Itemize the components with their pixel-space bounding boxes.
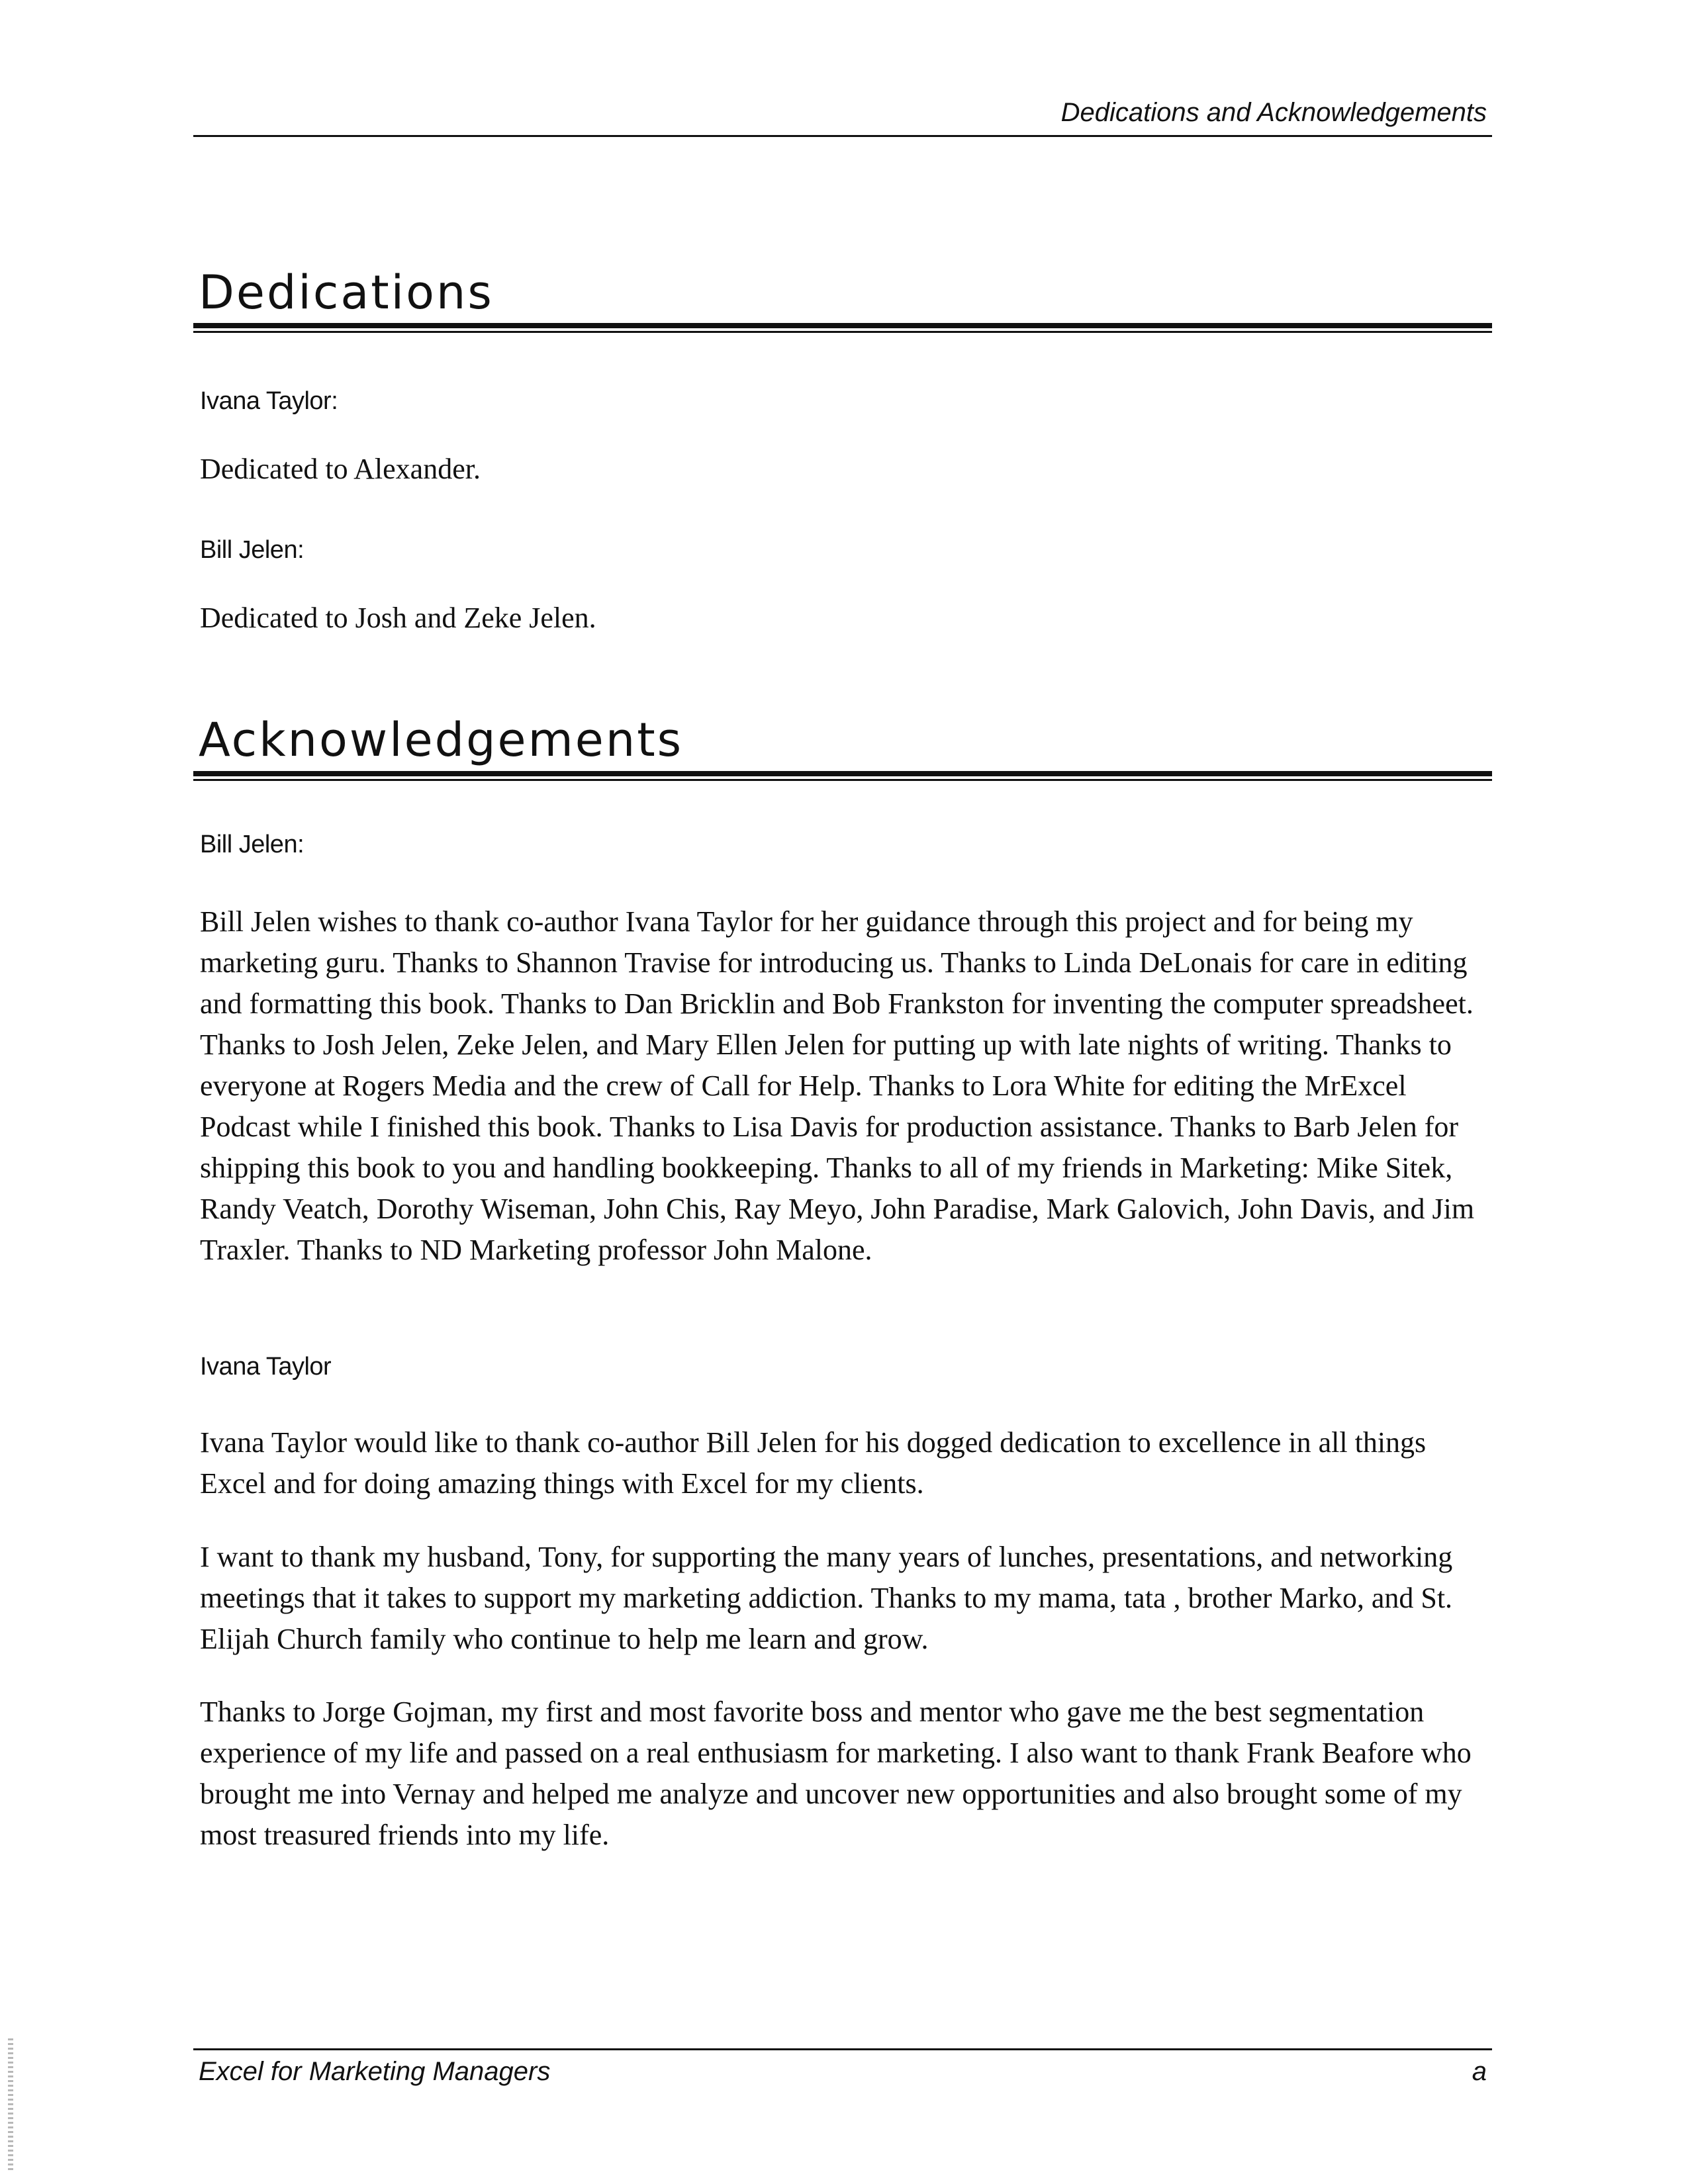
dedication-text-ivana: Dedicated to Alexander.	[200, 453, 481, 485]
acknowledgement-text-bill: Bill Jelen wishes to thank co-author Ivana Taylor for her guidance through this project and for being my marketing guru. Thanks to Shannon Travise for introducing us. Thanks to Linda DeLonais for care in editing and formatting this book. Thanks to Dan Bricklin and Bob Frankston for inventing the computer spreadsheet. Thanks to Josh Jelen, Zeke Jelen, and Mary Ellen Jelen for putting up with late nights of writing. Thanks to everyone at Rogers Media and the crew of Call for Help. Thanks to Lora White for editing the MrExcel Podcast while I finished this book. Thanks to Lisa Davis for production assistance. Thanks to Barb Jelen for shipping this book to you and handling bookkeeping. Thanks to all of my friends in Marketing: Mike Sitek, Randy Veatch, Dorothy Wiseman, John Chis, Ray Meyo, John Paradise, Mark Galovich, John Davis, and Jim Traxler. Thanks to ND Marketing professor John Malone.	[200, 905, 1475, 1266]
acknowledgements-title: Acknowledgements	[199, 713, 684, 767]
running-header	[193, 93, 1492, 137]
footer-page-number: a	[1472, 2057, 1487, 2086]
dedication-text-bill: Dedicated to Josh and Zeke Jelen.	[200, 602, 596, 634]
acknowledgement-name-bill: Bill Jelen:	[200, 831, 305, 858]
dedication-name-bill: Bill Jelen:	[200, 536, 305, 564]
acknowledgement-ivana-paragraph-2: I want to thank my husband, Tony, for supporting the many years of lunches, presentations, and networking meetings that it takes to support my marketing addiction. Thanks to my mama, tata , brother Marko, and St. Elijah Church family who continue to help me learn and grow.	[200, 1541, 1453, 1655]
running-footer	[193, 2048, 1492, 2090]
dedications-title: Dedications	[199, 265, 494, 320]
acknowledgement-name-ivana: Ivana Taylor	[200, 1353, 332, 1381]
dedications-rule	[193, 323, 1492, 334]
acknowledgement-ivana-paragraph-1: Ivana Taylor would like to thank co-author Bill Jelen for his dogged dedication to excellence in all things Excel and for doing amazing things with Excel for my clients.	[200, 1426, 1427, 1500]
acknowledgement-ivana-paragraph-3: Thanks to Jorge Gojman, my first and most favorite boss and mentor who gave me the best segmentation experience of my life and passed on a real enthusiasm for marketing. I also want to thank Frank Beafore who brought me into Vernay and helped me analyze and uncover new opportunities and also brought some of my most treasured friends into my life.	[200, 1696, 1472, 1851]
acknowledgements-rule	[193, 771, 1492, 782]
dedication-name-ivana: Ivana Taylor:	[200, 387, 338, 415]
margin-scan-mark	[8, 2038, 13, 2171]
footer-book-title: Excel for Marketing Managers	[199, 2057, 551, 2086]
running-header-title: Dedications and Acknowledgements	[1060, 98, 1487, 127]
